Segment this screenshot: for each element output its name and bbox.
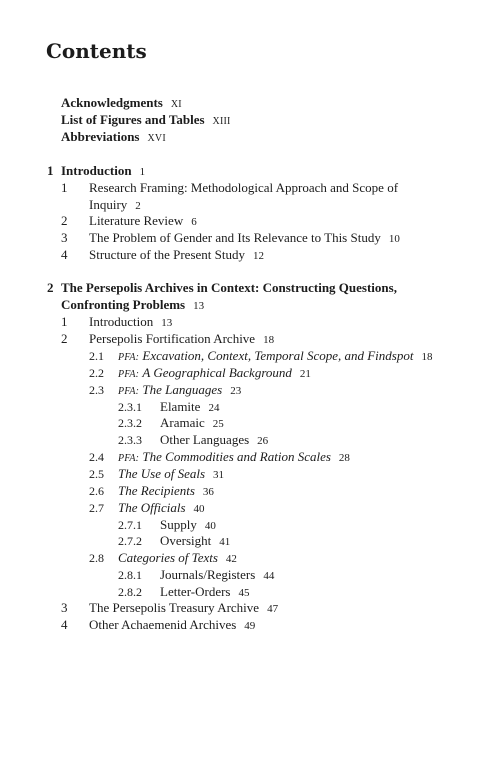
section-prefix: PFA: bbox=[118, 386, 140, 397]
toc-section bbox=[61, 314, 172, 331]
chapter-number: 2 bbox=[47, 280, 54, 295]
section-title: The Problem of Gender and Its Relevance to This Study bbox=[89, 230, 381, 245]
toc-page-number: 40 bbox=[204, 520, 216, 532]
toc-subsection bbox=[89, 500, 205, 517]
toc-subsection bbox=[89, 449, 350, 467]
toc-subsection bbox=[89, 382, 241, 400]
section-title: The Use of Seals bbox=[118, 466, 206, 481]
toc-subsection bbox=[89, 550, 237, 567]
toc-entry-abbreviations bbox=[61, 129, 166, 147]
toc-page-number: 12 bbox=[252, 250, 264, 262]
section-prefix: PFA: bbox=[118, 453, 140, 464]
section-number: 2.2 bbox=[89, 366, 104, 380]
toc-entry-label: Acknowledgments bbox=[61, 95, 163, 110]
toc-page-number: XIII bbox=[212, 116, 231, 127]
toc-subsubsection bbox=[118, 415, 224, 432]
section-prefix: PFA: bbox=[118, 352, 140, 363]
toc-subsection bbox=[89, 483, 214, 500]
chapter-title: Confronting Problems bbox=[61, 297, 186, 312]
toc-page-number: 42 bbox=[225, 553, 237, 565]
toc-page-number: 13 bbox=[161, 317, 173, 329]
section-number: 1 bbox=[61, 314, 68, 329]
page-title: Contents bbox=[46, 39, 147, 63]
section-title: The Commodities and Ration Scales bbox=[142, 449, 331, 464]
toc-page-number: 23 bbox=[230, 385, 242, 397]
section-number: 2.8 bbox=[89, 551, 104, 565]
section-title: Elamite bbox=[160, 399, 201, 414]
toc-page-number: 28 bbox=[338, 452, 350, 464]
toc-section bbox=[61, 617, 255, 634]
section-title: Inquiry bbox=[89, 197, 128, 212]
section-number: 2.5 bbox=[89, 467, 104, 481]
toc-page-number: 36 bbox=[202, 486, 214, 498]
toc-subsubsection bbox=[118, 399, 219, 416]
toc-page-number: 31 bbox=[213, 469, 225, 481]
section-number: 2.8.2 bbox=[118, 585, 142, 599]
section-number: 2.7.2 bbox=[118, 534, 142, 548]
section-title: Persepolis Fortification Archive bbox=[89, 331, 256, 346]
chapter-title: Introduction bbox=[61, 163, 132, 178]
chapter-heading-continued bbox=[61, 297, 204, 314]
toc-subsubsection bbox=[118, 432, 268, 449]
section-title: Letter-Orders bbox=[160, 584, 231, 599]
toc-page-number: 47 bbox=[267, 603, 279, 615]
chapter-heading bbox=[47, 280, 397, 296]
section-number: 1 bbox=[61, 180, 68, 195]
toc-subsubsection bbox=[118, 584, 249, 601]
toc-page-number: 25 bbox=[212, 418, 224, 430]
toc-subsubsection bbox=[118, 517, 216, 534]
toc-page-number: 24 bbox=[208, 402, 220, 414]
section-title: Aramaic bbox=[160, 415, 205, 430]
section-title: Literature Review bbox=[89, 213, 184, 228]
toc-page-number: 1 bbox=[139, 166, 146, 178]
section-number: 2.7.1 bbox=[118, 518, 142, 532]
toc-page-number: 10 bbox=[388, 233, 400, 245]
toc-page-number: 26 bbox=[257, 435, 269, 447]
section-number: 2.3.3 bbox=[118, 433, 142, 447]
toc-page-number: 45 bbox=[238, 587, 250, 599]
section-title: Excavation, Context, Temporal Scope, and Findspot bbox=[142, 348, 414, 363]
toc-section bbox=[61, 331, 274, 348]
toc-subsection bbox=[89, 365, 311, 383]
section-title: Other Achaemenid Archives bbox=[89, 617, 237, 632]
toc-section bbox=[61, 180, 398, 196]
section-title: Introduction bbox=[89, 314, 154, 329]
toc-page-number: 13 bbox=[193, 300, 205, 312]
toc-page-number: 18 bbox=[421, 351, 433, 363]
section-number: 4 bbox=[61, 617, 68, 632]
section-number: 2.7 bbox=[89, 501, 104, 515]
section-title: The Languages bbox=[142, 382, 223, 397]
toc-page-number: 41 bbox=[219, 536, 231, 548]
toc-entry-label: Abbreviations bbox=[61, 129, 140, 144]
toc-subsubsection bbox=[118, 533, 230, 550]
toc-page-number: XVI bbox=[147, 133, 166, 144]
section-title: The Recipients bbox=[118, 483, 195, 498]
section-number: 4 bbox=[61, 247, 68, 262]
section-number: 2.3.2 bbox=[118, 416, 142, 430]
section-title: Structure of the Present Study bbox=[89, 247, 245, 262]
toc-subsection bbox=[89, 348, 432, 366]
section-number: 2 bbox=[61, 331, 68, 346]
toc-entry-label: List of Figures and Tables bbox=[61, 112, 205, 127]
section-number: 3 bbox=[61, 600, 68, 615]
toc-page-number: 18 bbox=[263, 334, 275, 346]
section-number: 2.4 bbox=[89, 450, 104, 464]
section-title: Supply bbox=[160, 517, 197, 532]
toc-section bbox=[61, 600, 278, 617]
section-title: Journals/Registers bbox=[160, 567, 256, 582]
section-title: A Geographical Background bbox=[142, 365, 292, 380]
chapter-number: 1 bbox=[47, 163, 54, 178]
toc-page-number: 49 bbox=[244, 620, 256, 632]
section-title: Research Framing: Methodological Approach and Scope of bbox=[89, 180, 399, 195]
toc-entry-acknowledgments bbox=[61, 95, 182, 113]
toc-page-number: 21 bbox=[299, 368, 311, 380]
toc-section-continued bbox=[89, 197, 141, 214]
toc-subsection bbox=[89, 466, 224, 483]
toc-entry-figures-tables bbox=[61, 112, 231, 130]
toc-subsubsection bbox=[118, 567, 274, 584]
chapter-heading bbox=[47, 163, 145, 180]
section-title: Other Languages bbox=[160, 432, 250, 447]
section-title: The Officials bbox=[118, 500, 186, 515]
section-number: 2.6 bbox=[89, 484, 104, 498]
section-title: Categories of Texts bbox=[118, 550, 218, 565]
chapter-title: The Persepolis Archives in Context: Constructing Questions, bbox=[61, 280, 397, 295]
section-title: Oversight bbox=[160, 533, 212, 548]
toc-page-number: 6 bbox=[191, 216, 197, 228]
section-number: 2.3.1 bbox=[118, 400, 142, 414]
toc-section bbox=[61, 213, 197, 230]
section-number: 3 bbox=[61, 230, 68, 245]
section-number: 2.3 bbox=[89, 383, 104, 397]
section-prefix: PFA: bbox=[118, 369, 140, 380]
toc-page-number: 44 bbox=[263, 570, 275, 582]
section-number: 2 bbox=[61, 213, 68, 228]
section-title: The Persepolis Treasury Archive bbox=[89, 600, 260, 615]
toc-page-number: XI bbox=[170, 99, 182, 110]
section-number: 2.1 bbox=[89, 349, 104, 363]
toc-section bbox=[61, 230, 400, 247]
toc-page-number: 2 bbox=[135, 200, 141, 212]
toc-page-number: 40 bbox=[193, 503, 205, 515]
section-number: 2.8.1 bbox=[118, 568, 142, 582]
toc-section bbox=[61, 247, 264, 264]
